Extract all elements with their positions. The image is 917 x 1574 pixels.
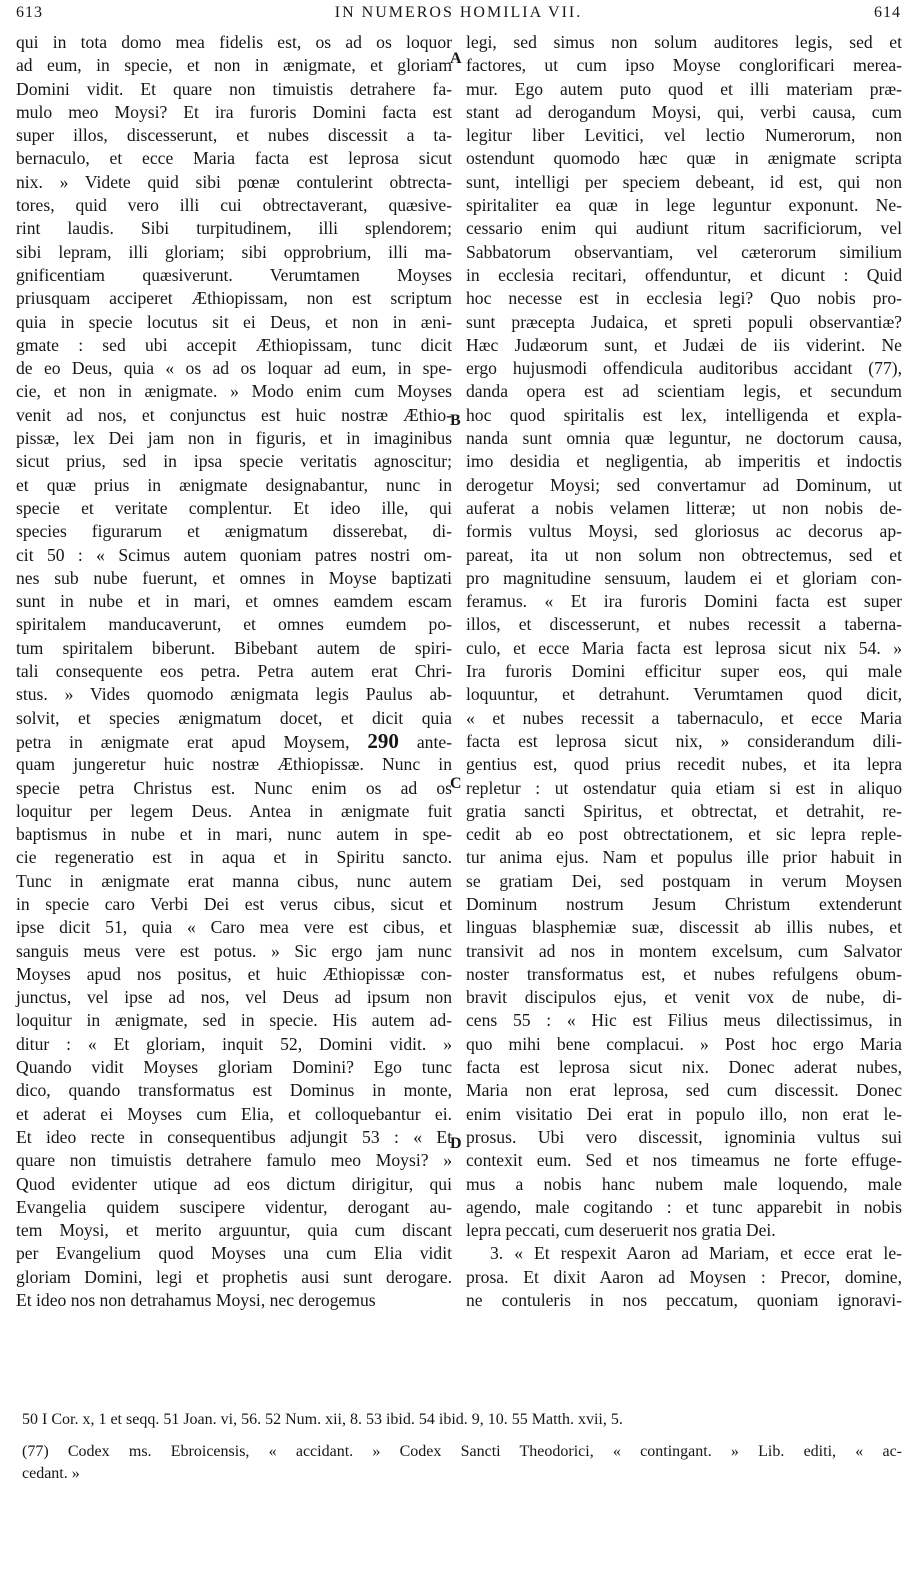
text-line: ostendunt quomodo hæc quæ in ænigmate scripta	[466, 148, 902, 169]
text-line: repletur : ut ostendatur quia etiam si est in aliquo	[466, 777, 902, 798]
running-header	[16, 4, 901, 28]
marginal-page-number: 290	[367, 728, 399, 753]
text-line: super illos, discesserunt, et nubes discessit a ta-	[16, 125, 452, 146]
text-line: Ira furoris Domini efficitur super eos, qui male	[466, 661, 902, 682]
text-line: facta est leprosa sicut nix. Donec aderat nubes,	[466, 1057, 902, 1078]
text-line: gratia sancti Spiritus, et obtrectat, et detrahit, re-	[466, 800, 902, 821]
text-line: junctus, vel ipse ad nos, vel Deus ad ipsum non	[16, 987, 452, 1008]
text-line: ne contuleris in nos peccatum, quoniam ignoravi-	[466, 1290, 902, 1311]
text-line: legi, sed simus non solum auditores legis, sed et	[466, 32, 902, 52]
text-line: illos, et discesserunt, et nubes recessit a taberna-	[466, 614, 902, 635]
text-line: sunt præcepta Judaica, et spreti populi observantiæ?	[466, 311, 902, 332]
text-line: culo, et ecce Maria facta est leprosa sicut nix 54. »	[466, 637, 902, 658]
footnote-references	[22, 1409, 902, 1431]
text-line: pissæ, lex Dei jam non in figuris, et in imaginibus	[16, 428, 452, 449]
text-line: hoc quod spiritalis est lex, intelligenda et expla-	[466, 404, 902, 425]
text-line: per Evangelium quod Moyses una cum Elia vidit	[16, 1243, 452, 1264]
text-line: specie petra Christus est. Nunc enim os ad os	[16, 777, 452, 798]
text-line: enim visitatio Dei erat in populo illo, non erat le-	[466, 1103, 902, 1124]
text-line: bravit discipulos ejus, et venit vox de nube, di-	[466, 987, 902, 1008]
text-line: baptismus in nube et in mari, nunc autem in spe-	[16, 824, 452, 845]
text-line: cit 50 : « Scimus autem quoniam patres nostri om-	[16, 544, 452, 565]
text-line: solvit, et species ænigmatum docet, et dicit quia	[16, 707, 452, 728]
text-line: cens 55 : « Hic est Filius meus dilectissimus, in	[466, 1010, 902, 1031]
text-line: Maria non erat leprosa, sed cum discessit. Donec	[466, 1080, 902, 1101]
text-line: tum spiritalem biberunt. Bibebant autem de spiri-	[16, 637, 452, 658]
text-line: formis vultus Moysi, sed gloriosus ac decorus ap-	[466, 521, 902, 542]
text-line: dico, quando transformatus est Dominus in monte,	[16, 1080, 452, 1101]
text-line: tur anima ejus. Nam et populus ille prior habuit in	[466, 847, 902, 868]
text-line: nanda sunt omnia quæ leguntur, ne doctorum causa,	[466, 428, 902, 449]
text-line: ditur : « Et gloriam, inquit 52, Domini vidit. »	[16, 1033, 452, 1054]
margin-marker-d: D	[450, 1135, 462, 1152]
text-line: qui in tota domo mea fidelis est, os ad os loquor	[16, 32, 452, 52]
text-line: facta est leprosa sicut nix, » considerandum dili-	[466, 730, 902, 751]
text-line: sicut prius, sed in ipsa specie veritatis agnoscitur;	[16, 451, 452, 472]
margin-marker-b: B	[450, 412, 461, 429]
text-line: « et nubes recessit a tabernaculo, et ecce Maria	[466, 707, 902, 728]
page-number-right: 614	[874, 4, 901, 21]
text-line: Hæc Judæorum sunt, et Judæi de iis viderint. Ne	[466, 334, 902, 355]
text-line: quo mihi bene complacui. » Post hoc ergo Maria	[466, 1033, 902, 1054]
text-line: cessario enim qui audiunt ritum sacrificiorum, vel	[466, 218, 902, 239]
text-line: spiritaliter ea quæ in lege leguntur exponunt. Ne-	[466, 195, 902, 216]
text-line: petra in ænigmate erat apud Moysem, 290 ante-	[16, 728, 453, 753]
text-line: legitur liber Levitici, vel lectio Numerorum, non	[466, 125, 902, 146]
text-line: pro magnitudine sensuum, laudem ei et gloriam con-	[466, 567, 902, 588]
text-line: derogetur Moysi; sed convertamur ad Dominum, ut	[466, 474, 902, 495]
margin-marker-c: C	[450, 775, 462, 792]
text-line: rint laudis. Sibi turpitudinem, illi splendorem;	[16, 218, 452, 239]
text-line: mulo meo Moysi? Et ira furoris Domini facta est	[16, 101, 452, 122]
text-line: sunt in nube et in mari, et omnes eamdem escam	[16, 591, 452, 612]
text-line: se gratiam Dei, sed postquam in verum Moysen	[466, 870, 902, 891]
text-line: cedit ab eo post obtrectationem, et sic lepra reple-	[466, 824, 902, 845]
text-line: gentius est, quod prius recedit nubes, et ita lepra	[466, 754, 902, 775]
text-line: loquitur in ænigmate, sed in specie. His autem ad-	[16, 1010, 452, 1031]
running-title: IN NUMEROS HOMILIA VII.	[334, 4, 583, 21]
text-line: hoc necesse est in ecclesia legi? Quo nobis pro-	[466, 288, 902, 309]
text-line: pareat, ita ut non solum non obtrectemus, sed et	[466, 544, 902, 565]
text-line: Quod evidenter utique ad eos dictum dirigitur, qui	[16, 1173, 452, 1194]
text-line: Quando vidit Moyses gloriam Domini? Ego tunc	[16, 1057, 452, 1078]
text-line: prosa. Et dixit Aaron ad Moysen : Precor, domine,	[466, 1266, 902, 1287]
text-line: Moyses apud nos positus, et huic Æthiopissæ con-	[16, 963, 452, 984]
text-line: transivit ad nos in montem excelsum, cum Salvator	[466, 940, 902, 961]
text-line: tali consequente eos petra. Petra autem erat Chri-	[16, 661, 452, 682]
text-line: factores, ut cum ipso Moyse conglorificari merea-	[466, 55, 902, 76]
text-line: Et ideo nos non detrahamus Moysi, nec derogemus	[16, 1290, 376, 1311]
text-line: ipse dicit 51, quia « Caro mea vere est cibus, et	[16, 917, 452, 938]
text-line: Tunc in ænigmate erat manna cibus, nunc autem	[16, 870, 452, 891]
text-line: Et ideo recte in consequentibus adjungit 53 : « Et	[16, 1126, 452, 1147]
footnote-refs-line: 50 I Cor. x, 1 et seqq. 51 Joan. vi, 56. 52 Num. xii, 8. 53 ibid. 54 ibid. 9, 10. 55 Matth. xvii, 5.	[22, 1411, 623, 1428]
text-line: Sabbatorum observantiam, vel cæterorum similium	[466, 241, 902, 262]
text-line: mus a nobis hanc nubem male loquendo, male	[466, 1173, 902, 1194]
text-line: cie, et non in ænigmate. » Modo enim cum Moyses	[16, 381, 452, 402]
critical-note-line: (77) Codex ms. Ebroicensis, « accidant. » Codex Sancti Theodorici, « contingant. » Lib. editi, « ac-	[22, 1443, 902, 1460]
text-line: gnificentiam quæsiverunt. Verumtamen Moyses	[16, 264, 452, 285]
text-line: de eo Deus, quia « os ad os loquar ad eum, in spe-	[16, 358, 452, 379]
text-line: mur. Ego autem puto quod et illi materiam præ-	[466, 78, 902, 99]
text-line: et quæ prius in ænigmate designabantur, nunc in	[16, 474, 452, 495]
text-line: cie regeneratio est in aqua et in Spiritu sancto.	[16, 847, 452, 868]
text-line: danda opera est ad scientiam legis, et secundum	[466, 381, 902, 402]
text-line: et aderat ei Moyses cum Elia, et colloquebantur ei.	[16, 1103, 452, 1124]
text-line: specie et veritate complentur. Et ideo ille, qui	[16, 497, 452, 518]
text-line: imo desidia et negligentia, ab imperitis et indoctis	[466, 451, 902, 472]
text-line: agendo, male cogitando : et tunc apparebit in nobis	[466, 1196, 902, 1217]
text-line: spiritalem manducaverunt, et omnes eumdem po-	[16, 614, 452, 635]
text-line: tores, quid vero illi cui obtrectaverant, quæsive-	[16, 195, 452, 216]
text-line: quia in specie locutus sit ei Deus, et non in æni-	[16, 311, 452, 332]
text-line: prosus. Ubi vero discessit, ignominia vultus sui	[466, 1126, 902, 1147]
text-line: gmate : sed ubi accepit Æthiopissam, tunc dicit	[16, 334, 452, 355]
text-line: auferat a nobis velamen litteræ; ut non nobis de-	[466, 497, 902, 518]
text-line: nix. » Videte quid sibi pœnæ contulerint obtrecta-	[16, 171, 452, 192]
text-line: ad eum, in specie, et non in ænigmate, et gloriam	[16, 55, 452, 76]
text-line: species figurarum et ænigmatum disserebat, di-	[16, 521, 452, 542]
text-line: Dominum nostrum Jesum Christum extenderunt	[466, 893, 902, 914]
text-line: sibi lepram, illi gloriam; sibi opprobrium, illi ma-	[16, 241, 452, 262]
margin-marker-a: A	[450, 50, 462, 67]
text-line: sanguis meus vere est potus. » Sic ergo jam nunc	[16, 940, 452, 961]
text-line: sunt, intelligi per speciem debeant, id est, qui non	[466, 171, 902, 192]
text-line: loquitur per legem Deus. Antea in ænigmate fuit	[16, 800, 452, 821]
text-line: in ecclesia recitari, offenduntur, et dicunt : Quid	[466, 264, 902, 285]
text-line: linguas blasphemiæ suæ, discessit ab illis nubes, et	[466, 917, 902, 938]
critical-note-line: cedant. »	[22, 1465, 80, 1482]
left-column	[16, 31, 452, 1312]
text-line: noster transformatus est, et nubes refulgens obum-	[466, 963, 902, 984]
text-line: priusquam acciperet Æthiopissam, non est scriptum	[16, 288, 452, 309]
text-line: gloriam Domini, legi et prophetis ausi sunt derogare.	[16, 1266, 452, 1287]
text-line: Evangelia quidem suscipere videntur, derogant au-	[16, 1196, 452, 1217]
text-line: in specie caro Verbi Dei est verus cibus, sicut et	[16, 893, 452, 914]
text-line: contexit eum. Sed et nos timeamus ne forte effuge-	[466, 1150, 902, 1171]
text-line: ergo hujusmodi offendicula auditoribus accidant (77),	[466, 358, 902, 379]
text-line: Domini vidit. Et quare non timuistis detrahere fa-	[16, 78, 452, 99]
text-line: bernaculo, et ecce Maria facta est leprosa sicut	[16, 148, 452, 169]
text-line: stus. » Vides quomodo ænigmata legis Paulus ab-	[16, 684, 452, 705]
text-line: feramus. « Et ira furoris Domini facta est super	[466, 591, 902, 612]
text-line: 3. « Et respexit Aaron ad Mariam, et ecce erat le-	[490, 1243, 902, 1264]
text-line: loquuntur, et detrahunt. Verumtamen quod dicit,	[466, 684, 902, 705]
text-line: quam jungeretur huic nostræ Æthiopissæ. Nunc in	[16, 754, 452, 775]
text-line: lepra peccati, cum deseruerit nos gratia Dei.	[466, 1220, 776, 1241]
text-line: stant ad derogandum Moysi, qui, verbi causa, cum	[466, 101, 902, 122]
text-line: nes sub nube fuerunt, et omnes in Moyse baptizati	[16, 567, 452, 588]
right-column	[466, 31, 902, 1312]
text-line: tem Moysi, et merito arguuntur, quia cum discant	[16, 1220, 452, 1241]
critical-note	[22, 1441, 902, 1485]
page-number-left: 613	[16, 4, 43, 21]
text-line: venit ad nos, et conjunctus est huic nostræ Æthio-	[16, 404, 452, 425]
text-line: quare non timuistis detrahere famulo meo Moysi? »	[16, 1150, 452, 1171]
